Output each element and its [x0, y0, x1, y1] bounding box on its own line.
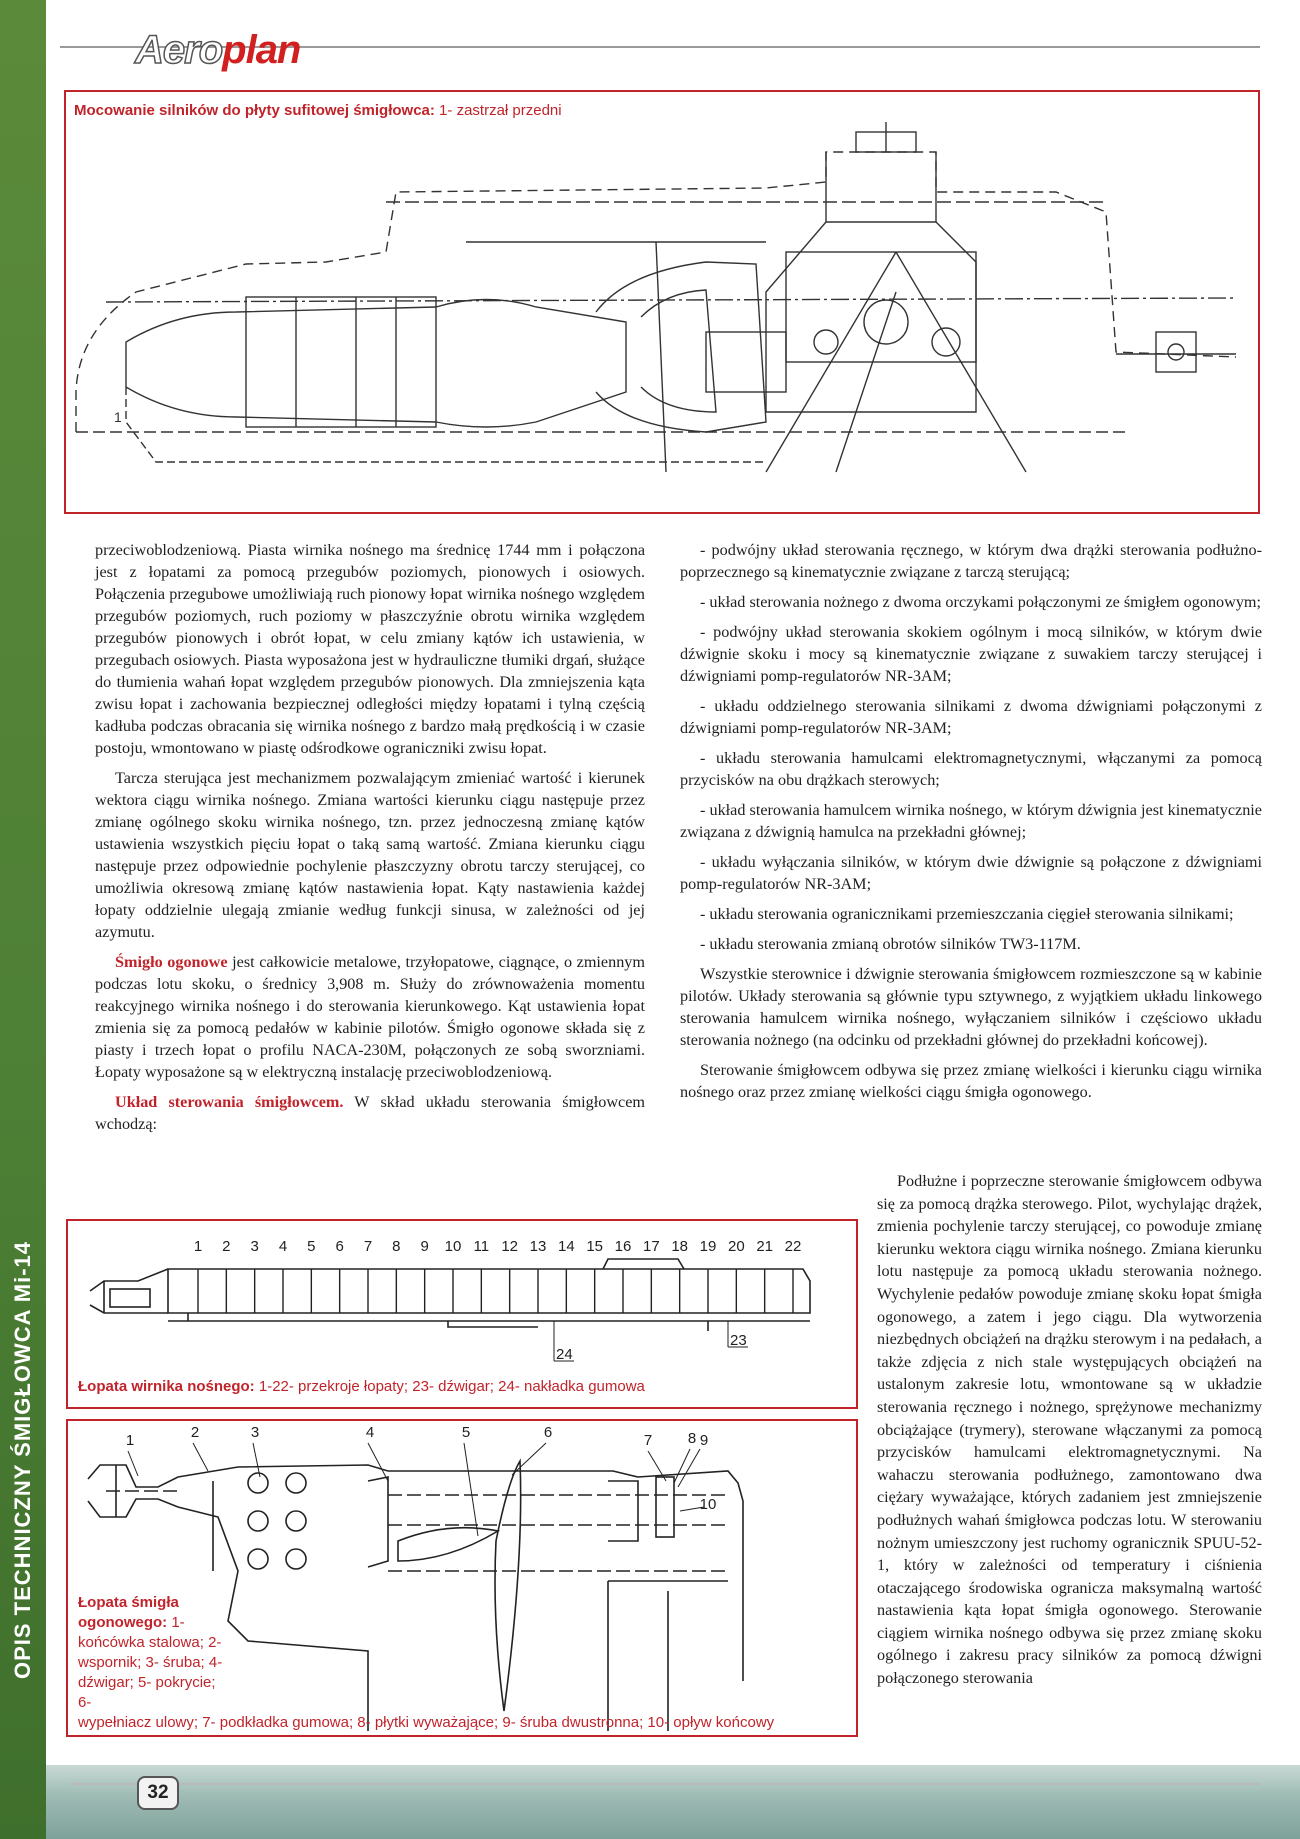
- figure1-title-rest: 1- zastrzał przedni: [434, 102, 562, 119]
- tail-blade-labels: [126, 1424, 717, 1513]
- list-item-5: - układu sterowania hamulcami elektromagnetycznymi, włączanymi za pomocą przycisków na obu drążkach sterowych;: [680, 749, 1262, 789]
- blade-section-label-3: 3: [250, 1238, 259, 1255]
- figure3-caption-rest-2: wypełniacz ulowy; 7- podkładka gumowa; 8- płytki wyważające; 9- śruba dwustronna; 10- opływ końcowy: [78, 1714, 775, 1731]
- list-item-4: - układu oddzielnego sterowania silnikami z dwoma dźwigniami połączonymi z dźwigniami pomp-regulatorów NR-3AM;: [680, 697, 1262, 737]
- tail-label-3: 3: [250, 1424, 260, 1441]
- right-paragraph-after-list-1: Wszystkie sterownice i dźwignie sterowania śmigłowcem rozmieszczone są w kabinie pilotów. Układy sterowania są głównie typu sztywnego, z wyjątkiem układu linkowego sterowania hamulcem wirnika nośnego, wyłączaniem silników i częściowo układu sterowania nożnego (na odcinku od przekładni głównej do przekładni końcowej).: [680, 965, 1262, 1049]
- left-paragraph-1: przeciwoblodzeniową. Piasta wirnika nośnego ma średnicę 1744 mm i połączona jest z łopatami za pomocą przegubów poziomych, pionowych i osiowych. Połączenia przegubowe umożliwiają ruch pionowy łopat wirnika nośnego względem przegubów poziomych, ruch poziomy w płaszczyźnie obrotu wirnika względem przegubów pionowych i obrót łopat, w celu zmiany kątów ich ustawienia, w przegubach osiowych. Piasta wyposażona jest w hydrauliczne tłumiki drgań, służące do tłumienia wahań łopat względem przegubów pionowych. Dla zmniejszenia kąta zwisu łopat i zachowania bezpiecznej odległości między łopatami i tylną częścią kadłuba podczas obracania się wirnika nośnego z bardzo małą prędkością i w czasie postoju, wmontowano w piastę odśrodkowe ograniczniki zwisu łopat.: [95, 541, 645, 757]
- list-item-7: - układu wyłączania silników, w którym dwie dźwignie są połączone z dźwigniami pomp-regulatorów NR-3AM;: [680, 853, 1262, 893]
- list-item-3: - podwójny układ sterowania skokiem ogólnym i mocą silników, w którym dwie dźwignie skoku i mocy są kinematycznie związane z suwakiem tarczy sterującej i dźwigniami pomp-regulatorów NR-3AM;: [680, 623, 1262, 685]
- blade-section-label-20: 20: [727, 1238, 745, 1255]
- figure3-caption: [78, 1593, 818, 1733]
- logo-part-plan: plan: [222, 28, 301, 72]
- blade-section-label-17: 17: [642, 1238, 660, 1255]
- tail-label-7: 7: [643, 1432, 653, 1449]
- tail-label-5: 5: [461, 1424, 471, 1441]
- label-24: 24: [556, 1346, 573, 1363]
- text-column-left: [95, 539, 645, 1143]
- list-item-2: - układ sterowania nożnego z dwoma orczykami połączonymi ze śmigłem ogonowym;: [700, 593, 1262, 611]
- blade-section-label-2: 2: [222, 1238, 231, 1255]
- blade-section-label-15: 15: [586, 1238, 604, 1255]
- figure3-caption-rest-1: 1- końcówka stalowa; 2- wspornik; 3- śruba; 4- dźwigar; 5- pokrycie; 6-: [78, 1614, 223, 1711]
- figure1-callout-1: 1: [114, 409, 122, 425]
- list-item-1: - podwójny układ sterowania ręcznego, w którym dwa drążki sterowania podłużno-poprzecznego są kinematycznie związane z tarczą sterującą;: [680, 541, 1262, 581]
- tail-label-8: 8: [687, 1430, 697, 1447]
- left-paragraph-3: [95, 951, 645, 1083]
- list-item-8: - układu sterowania ogranicznikami przemieszczania cięgieł sterowania silnikami;: [700, 905, 1234, 923]
- left-paragraph-2: Tarcza sterująca jest mechanizmem pozwalającym zmieniać wartość i kierunek wektora ciągu wirnika nośnego. Zmiana wartości kierunku ciągu następuje przez zmianę ogólnego skoku wirnika nośnego, tzn. przez jednoczesną zmianę kątów ustawienia wszystkich pięciu łopat o taką samą wartość. Zmiana kierunku ciągu następuje przez odpowiednie pochylenie płaszczyzny obrotu tarczy sterującej, co umożliwia okresową zmianę kątów nastawienia łopat. Kąty nastawienia każdej łopaty oddzielnie ulegają zmianie według funkcji sinusa, w zależności od jej azymutu.: [95, 769, 645, 941]
- figure3-caption-bold: Łopata śmigła ogonowego:: [78, 1594, 179, 1631]
- heading-control-system: Układ sterowania śmigłowcem.: [115, 1093, 344, 1111]
- text-column-right: [680, 539, 1262, 1111]
- blade-section-label-12: 12: [501, 1238, 519, 1255]
- blade-section-label-19: 19: [699, 1238, 717, 1255]
- list-item-6: - układ sterowania hamulcem wirnika nośnego, w którym dźwignia jest kinematycznie związana z dźwignią hamulca na przekładni głównej;: [680, 801, 1262, 841]
- figure2-caption-rest: 1-22- przekroje łopaty; 23- dźwigar; 24- nakładka gumowa: [254, 1378, 645, 1395]
- figure1-title-bold: Mocowanie silników do płyty sufitowej śmigłowca:: [74, 102, 435, 119]
- left-paragraph-4: [95, 1091, 645, 1135]
- blade-section-label-5: 5: [307, 1238, 316, 1255]
- blade-section-label-13: 13: [529, 1238, 547, 1255]
- blade-section-label-11: 11: [473, 1238, 490, 1255]
- blade-section-label-9: 9: [420, 1238, 429, 1255]
- tail-label-1: 1: [125, 1432, 135, 1449]
- blade-section-label-21: 21: [756, 1238, 774, 1255]
- figure-main-rotor-blade: [66, 1219, 858, 1409]
- blade-section-label-1: 1: [193, 1238, 203, 1255]
- side-title: OPIS TECHNICZNY ŚMIGŁOWCA Mi-14: [10, 1240, 35, 1680]
- tail-label-2: 2: [190, 1424, 200, 1441]
- left-paragraph-4-text: W skład układu sterowania śmigłowcem wchodzą:: [95, 1093, 645, 1133]
- main-rotor-blade-drawing: [68, 1221, 852, 1403]
- blade-section-label-22: 22: [784, 1238, 802, 1255]
- blade-section-labels: [194, 1238, 802, 1255]
- figure-tail-rotor-blade: [66, 1419, 858, 1737]
- blade-section-label-10: 10: [444, 1238, 462, 1255]
- figure-engine-mounting: [64, 90, 1260, 514]
- list-item-9: - układu sterowania zmianą obrotów silników TW3-117M.: [700, 935, 1081, 953]
- blade-section-label-4: 4: [278, 1238, 288, 1255]
- tail-label-6: 6: [543, 1424, 553, 1441]
- blade-section-label-16: 16: [614, 1238, 632, 1255]
- magazine-logo: [135, 28, 300, 73]
- blade-section-label-8: 8: [392, 1238, 401, 1255]
- heading-tail-rotor: Śmigło ogonowe: [115, 953, 228, 971]
- right-paragraph-after-list-2: Sterowanie śmigłowcem odbywa się przez zmianę wielkości i kierunku ciągu wirnika nośnego oraz przez zmianę wielkości ciągu śmigła ogonowego.: [680, 1061, 1262, 1101]
- blade-section-label-18: 18: [671, 1238, 689, 1255]
- page-number: 32: [137, 1776, 179, 1810]
- blade-section-label-14: 14: [557, 1238, 575, 1255]
- engine-mounting-drawing: [66, 92, 1254, 508]
- left-paragraph-3-text: jest całkowicie metalowe, trzyłopatowe, ciągnące, o zmiennym podczas lotu skoku, o średnicy 3,908 m. Służy do zrównoważenia momentu reakcyjnego wirnika nośnego i do sterowania kierunkowego. Kąt ustawienia łopat zmienia się za pomocą pedałów w kabinie pilotów. Śmigło ogonowe składa się z piasty i trzech łopat o profilu NACA-230M, połączonych ze sobą sworzniami. Łopaty wyposażone są w elektryczną instalację przeciwoblodzeniową.: [95, 953, 645, 1081]
- footer-rule: [70, 1783, 1260, 1785]
- tail-label-10: 10: [699, 1496, 717, 1513]
- blade-section-label-7: 7: [363, 1238, 373, 1255]
- label-23: 23: [730, 1332, 747, 1349]
- logo-part-aero: Aero: [135, 28, 223, 72]
- tail-label-4: 4: [365, 1424, 375, 1441]
- figure3-caption-first-lines: [78, 1593, 233, 1713]
- text-wrap-beside-figures: Podłużne i poprzeczne sterowanie śmigłowcem odbywa się za pomocą drążka sterowego. Pilot, wychylając drążek, zmienia pochylenie tarczy sterującej, co powoduje zmianę kierunku wektora ciągu wirnika nośnego. Zmiana kierunku lotu następuje za pomocą układu sterowania nożnego. Wychylenie pedałów powoduje zmianę skoku łopat śmigła ogonowego, a zatem i jego ciągu. Dla wytworzenia niezbędnych obciążeń na drążku sterowym i na pedałach, a także zdjęcia z nich stale występujących obciążeń na ustalonym zakresie lotu, wmontowane są w układzie sterowania ręcznego i nożnego, sprężynowe mechanizmy obciążające (trymery), sterowane włączanymi za pomocą przycisków hamulcami elektromagnetycznymi. Na wahaczu sterowania podłużnego, zamontowano dwa ciężary wyważające, których zadaniem jest zmniejszenie podłużnych wahań śmigłowca podczas lotu. W sterowaniu nożnym umieszczony jest ruchomy ogranicznik SPUU-52-1, który w zależności od temperatury i ciśnienia otaczającego środowiska ogranicza maksymalną wartość nastawienia kąta łopat śmigła ogonowego. Sterowanie ciągiem wirnika nośnego odbywa się przez zmianę skoku ogólnego i zakresu pracy silników za pomocą dźwigni połączonego sterowania: [877, 1172, 1262, 1688]
- blade-section-label-6: 6: [335, 1238, 344, 1255]
- bottom-photo-band: [46, 1765, 1300, 1839]
- figure2-caption: [78, 1377, 645, 1397]
- tail-label-9: 9: [699, 1432, 709, 1449]
- figure2-caption-bold: Łopata wirnika nośnego:: [78, 1378, 255, 1395]
- blade-section-dividers: [198, 1269, 793, 1313]
